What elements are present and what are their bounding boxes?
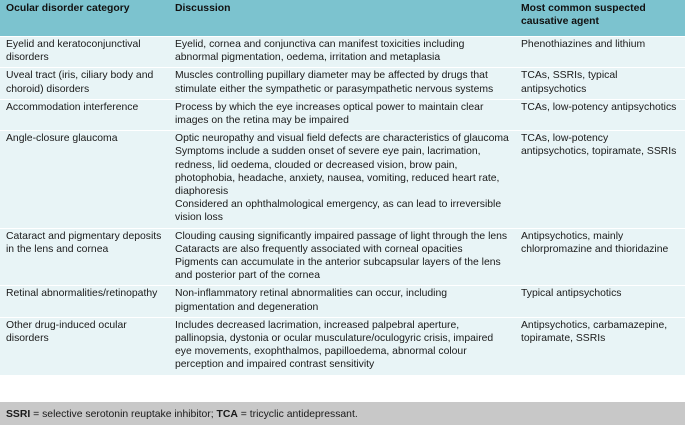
table-row [0, 37, 685, 68]
agent-cell: Antipsychotics, carbamazepine, topiramate, SSRIs [515, 317, 685, 374]
category-cell: Retinal abnormalities/retinopathy [0, 286, 169, 317]
discussion-text: Muscles controlling pupillary diameter may be affected by drugs that stimulate either the sympathetic or parasympathetic nervous systems [175, 70, 494, 95]
table-row [0, 99, 685, 130]
discussion-cell [169, 37, 515, 68]
discussion-text: Symptoms include a sudden onset of severe eye pain, lacrimation, redness, lid oedema, clouded or decreased vision, brow pain, photophobia, headache, anxiety, nausea, vomiting, reduced heart rate, diaphoresis [175, 146, 500, 198]
footnote-abbr-ssri: SSRI [6, 409, 31, 420]
category-cell: Accommodation interference [0, 99, 169, 130]
discussion-text: Eyelid, cornea and conjunctiva can manifest toxicities including abnormal pigmentation, oedema, irritation and metaplasia [175, 39, 465, 64]
discussion-cell [169, 317, 515, 374]
agent-cell: TCAs, SSRIs, typical antipsychotics [515, 68, 685, 99]
discussion-cell [169, 228, 515, 286]
table-row [0, 317, 685, 374]
discussion-cell [169, 131, 515, 228]
agent-cell: Antipsychotics, mainly chlorpromazine and thioridazine [515, 228, 685, 286]
discussion-cell [169, 68, 515, 99]
category-cell: Eyelid and keratoconjunctival disorders [0, 37, 169, 68]
header-row [0, 0, 685, 37]
footnote-abbr-tca: TCA [216, 409, 238, 420]
header-category: Ocular disorder category [0, 0, 169, 37]
table-row [0, 228, 685, 286]
discussion-text: Process by which the eye increases optical power to maintain clear images on the retina may be impaired [175, 101, 484, 127]
footnote-def-ssri: = selective serotonin reuptake inhibitor; [30, 409, 217, 420]
discussion-text: Non-inflammatory retinal abnormalities can occur, including pigmentation and degeneration [175, 288, 448, 313]
header-discussion: Discussion [169, 0, 515, 37]
table-row [0, 68, 685, 99]
discussion-text: Optic neuropathy and visual field defects are characteristics of glaucoma [175, 133, 509, 145]
header-agent: Most common suspected causative agent [515, 0, 685, 37]
table-footnote [0, 400, 685, 425]
discussion-text: Considered an ophthalmological emergency, as can lead to irreversible vision loss [175, 199, 502, 224]
category-cell: Angle-closure glaucoma [0, 131, 169, 228]
category-cell: Cataract and pigmentary deposits in the lens and cornea [0, 228, 169, 286]
table-row [0, 286, 685, 317]
table-header [0, 0, 685, 37]
agent-cell: Phenothiazines and lithium [515, 37, 685, 68]
footnote-def-tca: = tricyclic antidepressant. [237, 409, 358, 420]
category-cell: Uveal tract (iris, ciliary body and choroid) disorders [0, 68, 169, 99]
discussion-text: Clouding causing significantly impaired passage of light through the lens [175, 230, 508, 242]
agent-cell: TCAs, low-potency antipsychotics [515, 99, 685, 130]
discussion-text: Pigments can accumulate in the anterior subcapsular layers of the lens and posterior part of the cornea [175, 257, 501, 282]
table-body [0, 37, 685, 375]
discussion-text: Includes decreased lacrimation, increased palpebral aperture, pallinopsia, dystonia or ocular musculature/oculogyric crisis, impaired eye movements, exophthalmos, papilloedema, abnormal colour perception and impaired contrast sensitivity [175, 319, 494, 371]
agent-cell: TCAs, low-potency antipsychotics, topiramate, SSRIs [515, 131, 685, 228]
table-row [0, 131, 685, 228]
discussion-cell [169, 99, 515, 130]
category-cell: Other drug-induced ocular disorders [0, 317, 169, 374]
discussion-text: Cataracts are also frequently associated with corneal opacities [175, 243, 463, 255]
discussion-cell [169, 286, 515, 317]
agent-cell: Typical antipsychotics [515, 286, 685, 317]
